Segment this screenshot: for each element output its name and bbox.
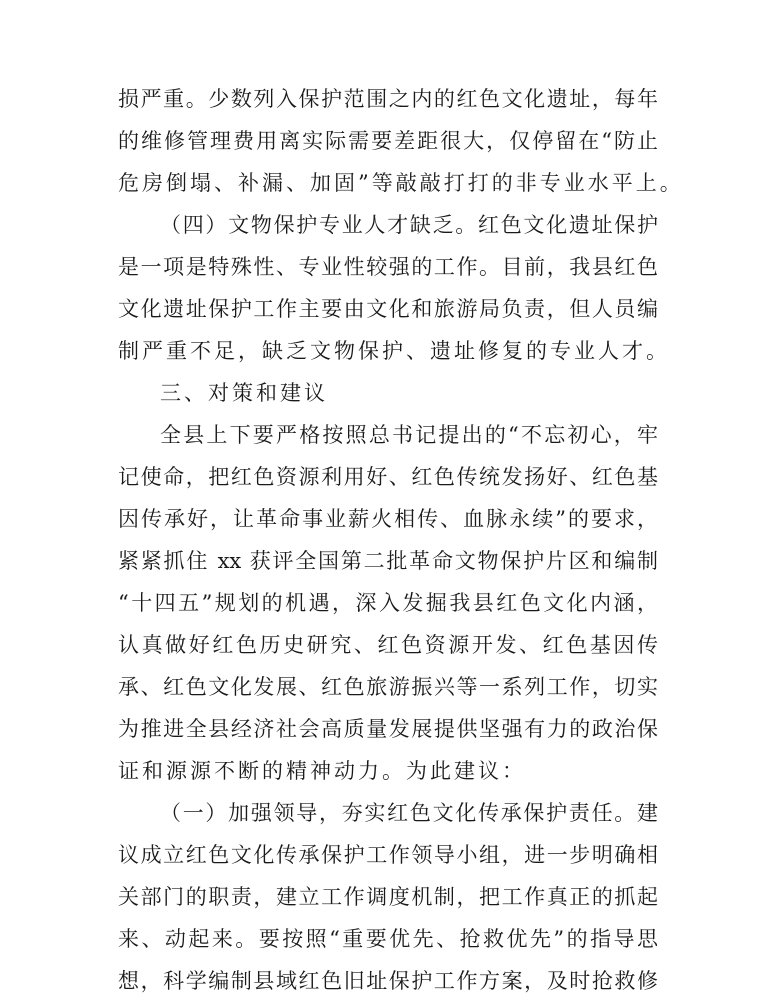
paragraph-line: 因传承好，让革命事业薪火相传、血脉永续”的要求， [118, 507, 658, 531]
paragraph-line: 来、动起来。要按照“重要优先、抢救优先”的指导思 [118, 927, 658, 951]
paragraph-line: “十四五”规划的机遇，深入发掘我县红色文化内涵， [118, 591, 658, 615]
paragraph-line: 危房倒塌、补漏、加固”等敲敲打打的非专业水平上。 [118, 171, 684, 195]
paragraph-line: 关部门的职责，建立工作调度机制，把工作真正的抓起 [118, 885, 658, 909]
paragraph-line: 是一项是特殊性、专业性较强的工作。目前，我县红色 [118, 255, 658, 279]
paragraph-line: 全县上下要严格按照总书记提出的“不忘初心，牢 [160, 423, 658, 447]
section-heading-4: （四）文物保护专业人才缺乏。红色文化遗址保护 [160, 213, 658, 237]
paragraph-line: 的维修管理费用离实际需要差距很大，仅停留在“防止 [118, 129, 658, 153]
paragraph-line: 损严重。少数列入保护范围之内的红色文化遗址，每年 [118, 87, 658, 111]
paragraph-line: 议成立红色文化传承保护工作领导小组，进一步明确相 [118, 843, 658, 867]
paragraph-line: 想，科学编制县域红色旧址保护工作方案，及时抢救修 [118, 969, 658, 993]
paragraph-line: 制严重不足，缺乏文物保护、遗址修复的专业人才。 [118, 339, 670, 363]
paragraph-line: 记使命，把红色资源利用好、红色传统发扬好、红色基 [118, 465, 658, 489]
section-heading-1: （一）加强领导，夯实红色文化传承保护责任。建 [160, 801, 658, 825]
paragraph-line: 紧紧抓住 xx 获评全国第二批革命文物保护片区和编制 [118, 549, 658, 573]
paragraph-line: 文化遗址保护工作主要由文化和旅游局负责，但人员编 [118, 297, 658, 321]
paragraph-line: 承、红色文化发展、红色旅游振兴等一系列工作，切实 [118, 675, 658, 699]
section-heading-3: 三、对策和建议 [160, 381, 328, 405]
paragraph-line: 为推进全县经济社会高质量发展提供坚强有力的政治保 [118, 717, 658, 741]
paragraph-line: 认真做好红色历史研究、红色资源开发、红色基因传 [118, 633, 658, 657]
paragraph-line: 证和源源不断的精神动力。为此建议： [118, 759, 526, 783]
